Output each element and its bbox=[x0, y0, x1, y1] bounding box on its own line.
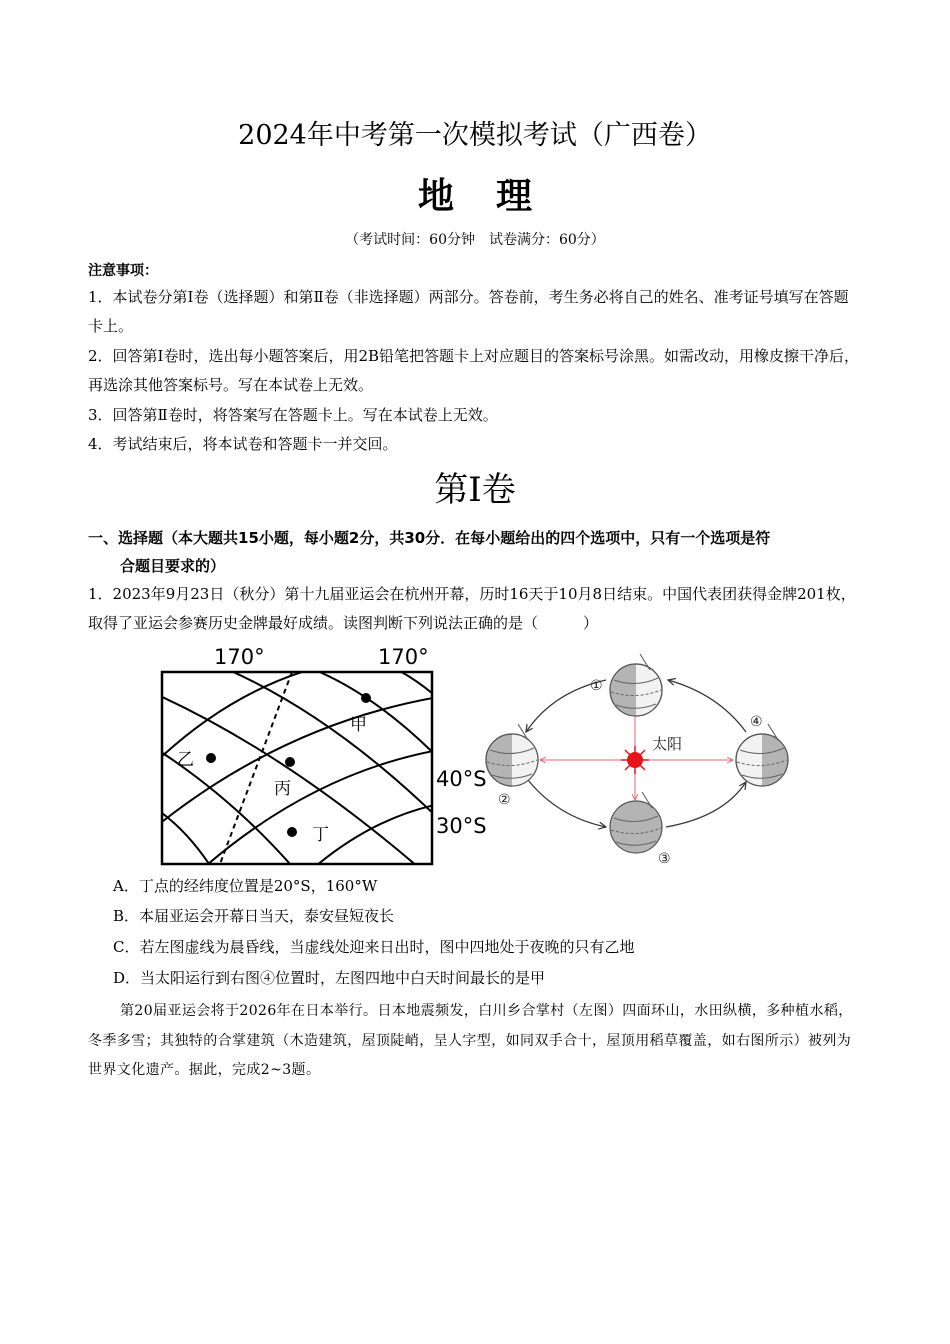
note-item: 4．考试结束后，将本试卷和答题卡一并交回。 bbox=[88, 435, 398, 453]
latlong-grid-figure bbox=[150, 640, 495, 870]
option-c: C．若左图虚线为晨昏线，当虚线处迎来日出时，图中四地处于夜晚的只有乙地 bbox=[113, 938, 635, 956]
orbit-arc bbox=[528, 780, 606, 827]
grid-line bbox=[210, 662, 450, 830]
position-label-3: ③ bbox=[658, 851, 671, 867]
point-yi bbox=[206, 753, 216, 763]
subject-title: 地理 bbox=[417, 176, 574, 217]
reading-passage: 第20届亚运会将于2026年在日本举行。日本地震频发，白川乡合掌村（左图）四面环山，水田纵横，多种植水稻，冬季多雪；其独特的合掌建筑（木造建筑，屋顶陡峭，呈人字型，如同双手合十，屋顶用稻草覆盖，如右图所示）被列为世界文化遗产。据此，完成2~3题。 bbox=[88, 1003, 853, 1078]
globe-3 bbox=[610, 792, 662, 853]
label-ding: 丁 bbox=[312, 825, 329, 845]
exam-time-info: （考试时间：60分钟 试卷满分：60分） bbox=[345, 232, 605, 248]
section-heading bbox=[88, 524, 868, 580]
label-bing: 丙 bbox=[274, 779, 291, 799]
sun-label: 太阳 bbox=[652, 735, 683, 753]
label-jia: 甲 bbox=[350, 715, 367, 735]
position-label-2: ② bbox=[498, 792, 511, 808]
note-item: 1．本试卷分第Ⅰ卷（选择题）和第Ⅱ卷（非选择题）两部分。答卷前，考生务必将自己的姓名、准考证号填写在答题卡上。 bbox=[88, 288, 849, 335]
grid-line bbox=[158, 810, 230, 870]
note-item: 3．回答第Ⅱ卷时，将答案写在答题卡上。写在本试卷上无效。 bbox=[88, 406, 498, 424]
globe-2 bbox=[486, 724, 538, 786]
orbit-arc bbox=[668, 680, 746, 732]
exam-title: 2024年中考第一次模拟考试（广西卷） bbox=[238, 120, 712, 151]
position-label-1: ① bbox=[590, 678, 603, 694]
dashed-terminator-line bbox=[220, 672, 292, 864]
section-heading-line2: 合题目要求的） bbox=[120, 557, 226, 575]
point-bing bbox=[285, 757, 295, 767]
option-a: A．丁点的经纬度位置是20°S，160°W bbox=[113, 877, 378, 895]
question-1-stem: 1．2023年9月23日（秋分）第十九届亚运会在杭州开幕，历时16天于10月8日结束。中国代表团获得金牌201枚，取得了亚运会参赛历史金牌最好成绩。读图判断下列说法正确的是（ ） bbox=[88, 585, 856, 632]
top-label-170-left: 170° bbox=[214, 645, 265, 669]
globe-4 bbox=[736, 724, 788, 786]
right-label-30s: 30°S bbox=[436, 814, 487, 838]
point-jia bbox=[361, 693, 371, 703]
top-label-170-right: 170° bbox=[378, 645, 429, 669]
globe-1 bbox=[610, 654, 662, 716]
label-yi: 乙 bbox=[177, 750, 194, 770]
point-ding bbox=[287, 827, 297, 837]
orbit-arc bbox=[666, 782, 746, 827]
right-label-40s: 40°S bbox=[436, 767, 487, 791]
grid-frame bbox=[162, 672, 432, 864]
grid-line bbox=[158, 695, 450, 870]
option-d: D．当太阳运行到右图④位置时，左图四地中白天时间最长的是甲 bbox=[113, 969, 546, 987]
option-b: B．本届亚运会开幕日当天，泰安昼短夜长 bbox=[113, 907, 395, 925]
grid-line bbox=[158, 695, 450, 825]
note-item: 2．回答第Ⅰ卷时，选出每小题答案后，用2B铅笔把答题卡上对应题目的答案标号涂黑。如需改动，用橡皮擦干净后，再选涂其他答案标号。写在本试卷上无效。 bbox=[88, 347, 860, 394]
position-label-4: ④ bbox=[750, 714, 763, 730]
grid-line bbox=[190, 748, 450, 870]
earth-orbit-figure bbox=[478, 652, 800, 870]
volume-title: 第Ⅰ卷 bbox=[434, 470, 516, 510]
section-heading-line1: 一、选择题（本大题共15小题，每小题2分，共30分．在每小题给出的四个选项中，只有一个选项是符 bbox=[88, 529, 771, 547]
sun bbox=[621, 746, 649, 774]
notes-heading: 注意事项： bbox=[88, 263, 158, 279]
